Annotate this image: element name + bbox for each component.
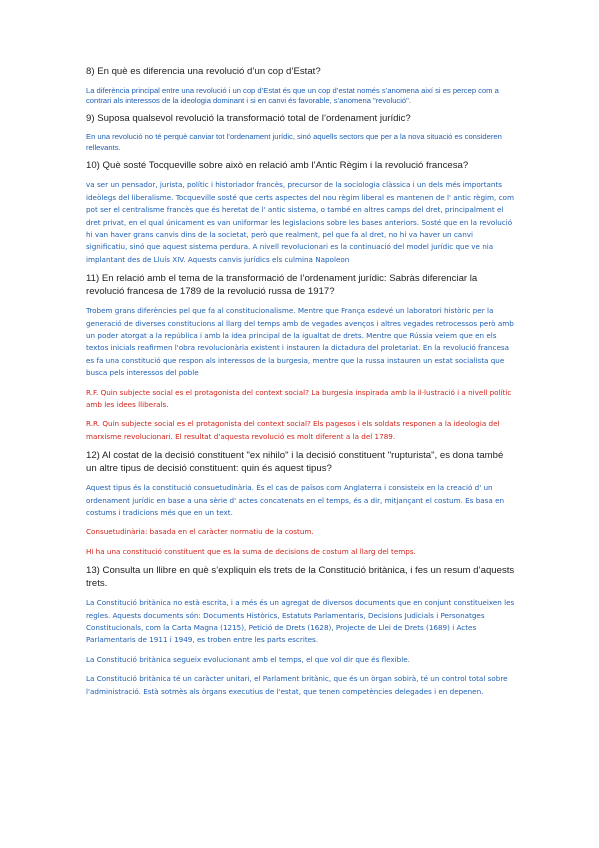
question-8: 8) En què es diferencia una revolució d’un cop d’Estat? xyxy=(86,66,321,77)
answer-10: va ser un pensador, jurista, polític i historiador francès, precursor de la sociologia clàssica i un dels més importants ideòlegs del liberalisme. Tocqueville sosté que certs aspectes del nou règim liberal es mantenen de l' antic règim, com pot ser el centralisme francès que és heretat de l' antic sistema, o també en altres camps del dret, principalment el dret privat, en el qual únicament es van uniformar les legislacions sobre les bases anteriors. Sosté que en la revolució hi van haver grans canvis dins de la societat, però que realment, pel que fa al dret, no hi va haver un canvi significatiu, sinó que aquest sistema perdura. A nivell revolucionari es la continuació del model jurídic que ve nia implantant des de Lluís XIV. Aquests canvis jurídics els culmina Napoleon xyxy=(86,180,514,264)
answer-13-part-3: La Constitució britànica té un caràcter unitari, el Parlament britànic, que és un òrgan sobirà, té un control total sobre l'administració. Està sotmès als òrgans executius de l'estat, que tenen competències delegades i en depenen. xyxy=(86,674,508,696)
question-9: 9) Suposa qualsevol revolució la transformació total de l’ordenament jurídic? xyxy=(86,112,411,124)
answer-13-part-1: La Constitució britànica no està escrita, i a més és un agregat de diversos documents que en conjunt constitueixen les regles. Aquests documents són: Documents Històrics, Estatuts Parlamentaris, Decisions Judicials i Personatges Constitucionals, com la Carta Magna (1215), Petició de Drets (1628), Projecte de Llei de Drets (1689) i Actes Parlamentaris de 1911 i 1949, es troben entre les parts escrites. xyxy=(86,598,515,645)
question-13: 13) Consulta un llibre en què s’expliquin els trets de la Constitució britànica, i fes un resum d’aquests trets. xyxy=(86,565,515,589)
note-russian-revolution: R.R. Quin subjecte social es el protagonista del context social? Els pagesos i els soldats responen a la ideologia del marxisme revolucionari. El resultat d'aquesta revolució es molt diferent a la del 1789. xyxy=(86,419,500,441)
note-constituent: Hi ha una constitució constituent que es la suma de decisions de costum al llarg del temps. xyxy=(86,546,416,556)
answer-13-part-2: La Constitució britànica segueix evolucionant amb el temps, el que vol dir que és flexible. xyxy=(86,654,410,664)
note-french-revolution: R.F. Quin subjecte social es el protagonista del context social? La burgesia inspirada amb la il·lustració i a nivell polític amb les idees lliberals. xyxy=(86,387,512,409)
question-12: 12) Al costat de la decisió constituent "ex nihilo" i la decisió constituent "rupturista", es dona també un altre tipus de decisió constituent: quin és aquest tipus? xyxy=(86,450,504,474)
note-consuetudinary: Consuetudinària: basada en el caràcter normatiu de la costum. xyxy=(86,527,314,537)
answer-12: Aquest tipus és la constitució consuetudinària. És el cas de països com Anglaterra i consisteix en la creació d' un ordenament jurídic en base a una sèrie d' actes concatenats en el temps, és a dir, mitjançant el costum. Es basa en costums i tradicions més que en un text. xyxy=(86,483,505,518)
document-page xyxy=(86,66,516,705)
answer-8: La diferència principal entre una revolució i un cop d’Estat és que un cop d’estat només s’anomena així si es percep com a contrari als interessos de la ideologia dominant i si en canvi és favorable, s’anomena "revolució". xyxy=(86,85,499,105)
answer-11: Trobem grans diferències pel que fa al constitucionalisme. Mentre que França esdevé un laboratori històric per la generació de diverses constitucions al llarg del temps amb de vegades avenços i altres vegades retrocessos però amb un poder atorgat a la república i amb la idea principal de la igualtat de drets. Mentre que Rússia veiem que en els textos inicials reafirmen l'obra revolucionària existent i instauren la dictadura del proletariat. En la revolució francesa es fa una constitució que respon als interessos de la burgesia, mentre que la russa instauren un estat socialista que busca pels interessos del poble xyxy=(86,306,514,378)
answer-9: En una revolució no té perquè canviar tot l’ordenament jurídic, sinó aquells sectors que per a la nova situació es consideren rellevants. xyxy=(86,132,502,152)
question-10: 10) Què sosté Tocqueville sobre això en relació amb l’Antic Règim i la revolució francesa? xyxy=(86,159,469,171)
question-11: 11) En relació amb el tema de la transformació de l’ordenament jurídic: Sabràs diferenciar la revolució francesa de 1789 de la revolució russa de 1917? xyxy=(86,273,478,297)
